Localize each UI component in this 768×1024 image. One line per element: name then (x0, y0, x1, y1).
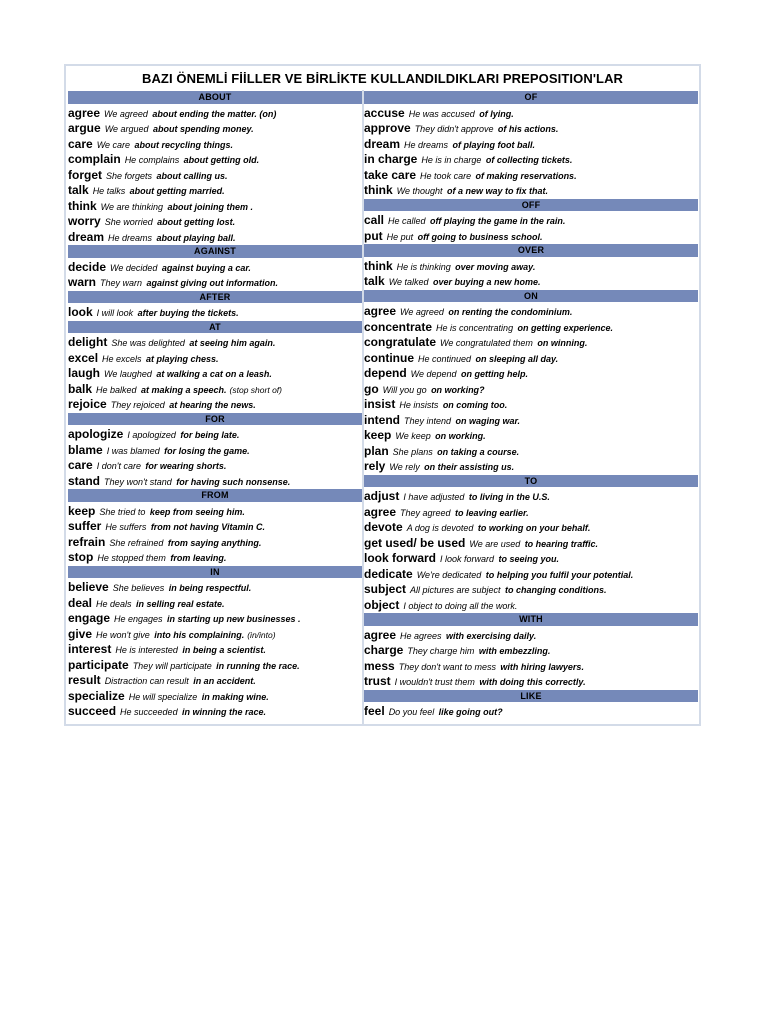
example-text: We depend (410, 369, 457, 379)
example-text: They will participate (132, 660, 212, 671)
verb-row (68, 703, 362, 719)
verb-label: stop (68, 550, 94, 564)
example-text: I will look (96, 308, 134, 318)
example-text: He engages (114, 614, 163, 624)
note-text: (stop short of) (229, 384, 282, 395)
preposition-phrase: of collecting tickets. (485, 155, 573, 165)
example-text: She tried to (99, 506, 146, 517)
example-text: He stopped them (97, 553, 166, 563)
verb-label: warn (68, 275, 97, 289)
verb-row (68, 381, 362, 397)
left-column (68, 90, 362, 719)
verb-label: concentrate (364, 319, 433, 334)
example-text: A dog is devoted (406, 523, 474, 533)
verb-row (364, 319, 698, 335)
verb-label: keep (364, 428, 392, 442)
preposition-phrase: on their assisting us. (424, 462, 515, 472)
preposition-phrase: against giving out information. (146, 278, 278, 288)
verb-row (68, 473, 362, 489)
verb-label: forget (68, 167, 102, 182)
verb-row (364, 488, 698, 504)
example-text: They won't stand (104, 476, 172, 487)
preposition-phrase: for having such nonsense. (176, 476, 291, 487)
preposition-phrase: in an accident. (193, 676, 256, 686)
verb-row (364, 120, 698, 136)
verb-label: congratulate (364, 335, 437, 349)
example-text: He suffers (105, 522, 147, 532)
preposition-phrase: to leaving earlier. (455, 507, 529, 518)
example-text: I don't care (96, 461, 141, 471)
section-header-like: LIKE (364, 690, 698, 703)
verb-row (68, 198, 362, 214)
preposition-phrase: to seeing you. (498, 554, 560, 564)
verb-row (364, 182, 698, 198)
preposition-phrase: of a new way to fix that. (447, 186, 549, 196)
verb-label: look (68, 305, 93, 319)
preposition-phrase: for losing the game. (164, 445, 250, 456)
verb-row (68, 518, 362, 534)
section-header-about: ABOUT (68, 91, 362, 104)
verb-label: believe (68, 580, 109, 594)
preposition-phrase: of lying. (479, 108, 514, 119)
verb-row (68, 457, 362, 473)
example-text: He continued (418, 353, 472, 364)
verb-label: put (364, 228, 383, 243)
example-text: We rely (389, 462, 420, 472)
verb-row (68, 274, 362, 290)
preposition-phrase: from saying anything. (167, 537, 262, 548)
example-text: We agreed (400, 307, 444, 317)
verb-label: approve (364, 121, 411, 135)
verb-row (68, 120, 362, 136)
example-text: We decided (110, 262, 158, 273)
section-header-from: FROM (68, 489, 362, 502)
verb-row (68, 426, 362, 442)
verb-row (68, 610, 362, 626)
verb-label: take care (364, 167, 417, 182)
preposition-phrase: in running the race. (216, 660, 300, 671)
example-text: He insists (399, 400, 439, 410)
section-header-for: FOR (68, 413, 362, 426)
verb-label: think (364, 183, 393, 197)
verb-label: suffer (68, 519, 102, 533)
verb-row (364, 458, 698, 474)
example-text: She forgets (106, 170, 153, 181)
preposition-phrase: to changing conditions. (505, 585, 607, 595)
verb-row (68, 595, 362, 611)
verb-label: plan (364, 443, 389, 458)
verb-row (364, 228, 698, 244)
verb-row (68, 657, 362, 673)
verb-label: accuse (364, 105, 405, 120)
example-text: He succeeded (120, 707, 178, 717)
example-text: He balked (96, 384, 137, 395)
example-text: Will you go (382, 384, 427, 395)
section-header-at: AT (68, 321, 362, 334)
verb-label: agree (364, 304, 397, 318)
verb-row (364, 519, 698, 535)
verb-label: care (68, 136, 93, 151)
preposition-phrase: with hiring lawyers. (500, 661, 584, 672)
verb-label: give (68, 626, 93, 641)
verb-row (364, 350, 698, 366)
preposition-phrase: in being a scientist. (182, 645, 266, 655)
verb-row (68, 304, 362, 320)
verb-row (68, 136, 362, 152)
example-text: He excels (102, 353, 142, 364)
example-text: We talked (388, 277, 429, 287)
verb-row (364, 581, 698, 597)
example-text: He complains (124, 155, 180, 165)
verb-row (68, 334, 362, 350)
verb-row (364, 365, 698, 381)
verb-label: object (364, 597, 400, 612)
preposition-phrase: about joining them . (167, 201, 253, 212)
example-text: He took care (420, 170, 472, 181)
verb-row (68, 182, 362, 198)
example-text: She plans (392, 446, 433, 457)
verb-label: trust (364, 674, 391, 688)
preposition-phrase: of his actions. (497, 124, 559, 134)
preposition-phrase: about spending money. (153, 124, 254, 134)
verb-label: decide (68, 259, 107, 274)
example-text: We are used (469, 538, 521, 549)
preposition-phrase: off going to business school. (417, 231, 543, 242)
verb-row (68, 365, 362, 381)
verb-label: in charge (364, 152, 418, 166)
preposition-phrase: like going out? (438, 707, 503, 717)
verb-row (364, 212, 698, 228)
verb-row (364, 105, 698, 121)
example-text: We are thinking (100, 201, 164, 212)
verb-label: apologize (68, 427, 124, 441)
example-text: They didn't approve (414, 124, 494, 134)
verb-label: agree (68, 105, 101, 120)
example-text: We laughed (104, 369, 152, 379)
example-text: They intend (404, 415, 452, 426)
verb-label: mess (364, 658, 395, 673)
preposition-phrase: in winning the race. (182, 707, 267, 717)
preposition-phrase: for being late. (180, 430, 240, 440)
verb-label: result (68, 673, 101, 687)
preposition-phrase: on getting help. (461, 369, 528, 379)
verb-label: talk (68, 183, 89, 197)
verb-label: participate (68, 657, 129, 672)
verb-row (68, 350, 362, 366)
verb-label: charge (364, 643, 404, 657)
section-header-in: IN (68, 566, 362, 579)
verb-label: feel (364, 704, 385, 718)
verb-row (68, 213, 362, 229)
preposition-sheet (64, 64, 701, 726)
verb-row (364, 535, 698, 551)
verb-label: dedicate (364, 566, 413, 581)
example-text: He put (386, 231, 414, 242)
section-header-of: OF (364, 91, 698, 104)
verb-row (68, 534, 362, 550)
verb-row (68, 229, 362, 245)
preposition-phrase: to living in the U.S. (468, 492, 550, 502)
example-text: Do you feel (388, 707, 435, 717)
preposition-phrase: about calling us. (156, 170, 228, 181)
verb-label: devote (364, 520, 403, 534)
preposition-phrase: on taking a course. (437, 446, 520, 457)
verb-row (68, 167, 362, 183)
example-text: He is in charge (421, 155, 482, 165)
verb-row (68, 579, 362, 595)
preposition-phrase: about getting lost. (157, 217, 236, 227)
section-header-over: OVER (364, 244, 698, 257)
verb-row (364, 258, 698, 274)
preposition-phrase: against buying a car. (161, 262, 251, 273)
verb-row (68, 626, 362, 642)
example-text: We thought (396, 186, 443, 196)
example-text: She believes (112, 583, 165, 593)
verb-row (364, 673, 698, 689)
verb-row (364, 703, 698, 719)
preposition-phrase: into his complaining. (154, 629, 245, 640)
example-text: I was blamed (106, 445, 160, 456)
verb-row (364, 136, 698, 152)
example-text: She worried (104, 217, 153, 227)
example-text: I apologized (127, 430, 176, 440)
preposition-phrase: to hearing traffic. (524, 538, 599, 549)
verb-row (364, 412, 698, 428)
verb-row (364, 597, 698, 613)
verb-label: talk (364, 274, 385, 288)
verb-label: excel (68, 350, 99, 365)
preposition-phrase: with exercising daily. (446, 630, 537, 641)
verb-label: think (68, 198, 97, 213)
section-header-on: ON (364, 290, 698, 303)
verb-row (68, 549, 362, 565)
verb-label: rejoice (68, 397, 107, 411)
preposition-phrase: on coming too. (442, 400, 508, 410)
verb-label: laugh (68, 366, 100, 380)
preposition-phrase: on sleeping all day. (475, 353, 559, 364)
preposition-phrase: for wearing shorts. (145, 461, 227, 471)
preposition-phrase: on getting experience. (517, 322, 614, 333)
verb-label: worry (68, 214, 101, 228)
verb-label: subject (364, 582, 407, 596)
verb-row (364, 167, 698, 183)
preposition-phrase: from not having Vitamin C. (150, 522, 265, 532)
preposition-phrase: over moving away. (455, 261, 536, 272)
verb-label: dream (364, 136, 401, 151)
verb-label: get used/ be used (364, 535, 466, 550)
verb-row (68, 259, 362, 275)
example-text: He agrees (400, 630, 442, 641)
example-text: He dreams (108, 232, 153, 243)
verb-label: intend (364, 412, 400, 427)
example-text: They don't want to mess (398, 661, 496, 672)
example-text: He is concentrating (436, 322, 514, 333)
verb-label: stand (68, 473, 101, 488)
verb-row (68, 105, 362, 121)
verb-label: balk (68, 381, 93, 396)
verb-label: delight (68, 335, 108, 349)
example-text: We congratulated them (440, 338, 533, 348)
preposition-phrase: on working? (431, 384, 485, 395)
verb-row (364, 427, 698, 443)
example-text: I have adjusted (403, 492, 465, 502)
verb-row (68, 396, 362, 412)
verb-label: go (364, 381, 379, 396)
verb-row (68, 672, 362, 688)
example-text: I object to doing all the work. (403, 600, 518, 611)
verb-label: adjust (364, 489, 400, 503)
verb-row (68, 688, 362, 704)
page-title: BAZI ÖNEMLİ FİİLLER VE BİRLİKTE KULLANDILDIKLARI PREPOSITION'LAR (141, 71, 624, 86)
verb-row (68, 503, 362, 519)
verb-row (364, 566, 698, 582)
preposition-phrase: about getting married. (129, 186, 225, 196)
section-header-off: OFF (364, 199, 698, 212)
verb-label: agree (364, 627, 397, 642)
example-text: He won't give (96, 629, 150, 640)
example-text: They charge him (407, 646, 475, 656)
verb-label: think (364, 258, 393, 273)
verb-row (364, 381, 698, 397)
verb-label: interest (68, 642, 112, 656)
verb-row (364, 658, 698, 674)
preposition-phrase: at seeing him again. (189, 338, 276, 348)
example-text: We argued (104, 124, 149, 134)
verb-row (364, 550, 698, 566)
preposition-phrase: on winning. (537, 338, 588, 348)
verb-row (364, 151, 698, 167)
preposition-phrase: in selling real estate. (136, 598, 225, 609)
example-text: He dreams (404, 139, 449, 150)
verb-row (364, 334, 698, 350)
preposition-phrase: after buying the tickets. (137, 308, 239, 318)
right-column (364, 90, 698, 719)
verb-label: agree (364, 504, 397, 519)
verb-label: keep (68, 503, 96, 518)
verb-row (364, 443, 698, 459)
verb-row (364, 303, 698, 319)
preposition-phrase: at hearing the news. (169, 400, 256, 410)
verb-label: succeed (68, 704, 117, 718)
verb-row (68, 442, 362, 458)
preposition-phrase: at walking a cat on a leash. (156, 369, 272, 379)
section-header-after: AFTER (68, 291, 362, 304)
example-text: He called (388, 216, 426, 226)
note-text: (in/into) (247, 629, 276, 640)
verb-label: call (364, 213, 385, 227)
verb-row (364, 273, 698, 289)
preposition-phrase: on waging war. (455, 415, 520, 426)
verb-label: blame (68, 442, 103, 457)
preposition-phrase: on working. (435, 431, 486, 441)
section-header-against: AGAINST (68, 245, 362, 258)
preposition-phrase: with embezzling. (478, 646, 551, 656)
example-text: Distraction can result (104, 676, 189, 686)
preposition-phrase: to working on your behalf. (477, 523, 591, 533)
example-text: They warn (100, 278, 143, 288)
example-text: We care (96, 139, 131, 150)
preposition-phrase: at playing chess. (146, 353, 219, 364)
preposition-phrase: about ending the matter. (on) (152, 108, 277, 119)
example-text: He is thinking (396, 261, 451, 272)
preposition-phrase: with doing this correctly. (479, 677, 586, 687)
preposition-phrase: from leaving. (170, 553, 227, 563)
preposition-phrase: in starting up new businesses . (167, 614, 301, 624)
example-text: We're dedicated (416, 569, 482, 580)
verb-label: complain (68, 152, 121, 166)
verb-label: look forward (364, 551, 437, 565)
verb-row (68, 641, 362, 657)
verb-row (364, 504, 698, 520)
preposition-phrase: to helping you fulfil your potential. (485, 569, 634, 580)
verb-label: argue (68, 121, 101, 135)
preposition-phrase: about playing ball. (156, 232, 236, 243)
example-text: I look forward (440, 554, 495, 564)
preposition-phrase: about getting old. (183, 155, 260, 165)
verb-label: rely (364, 459, 386, 473)
preposition-phrase: at making a speech. (141, 384, 227, 395)
verb-label: specialize (68, 688, 125, 703)
example-text: He was accused (408, 108, 475, 119)
verb-label: care (68, 458, 93, 472)
verb-label: dream (68, 229, 105, 244)
example-text: She refrained (109, 537, 164, 548)
example-text: We agreed (104, 108, 148, 119)
preposition-phrase: keep from seeing him. (149, 506, 245, 517)
verb-row (364, 642, 698, 658)
example-text: She was delighted (111, 338, 185, 348)
verb-label: continue (364, 350, 414, 365)
section-header-to: TO (364, 475, 698, 488)
example-text: He talks (92, 186, 126, 196)
verb-label: deal (68, 595, 93, 610)
preposition-phrase: on renting the condominium. (448, 307, 573, 317)
example-text: He will specialize (128, 691, 198, 702)
example-text: He deals (96, 598, 132, 609)
example-text: I wouldn't trust them (394, 677, 475, 687)
example-text: We keep (395, 431, 431, 441)
example-text: They agreed (400, 507, 451, 518)
verb-row (364, 396, 698, 412)
example-text: All pictures are subject (410, 585, 501, 595)
section-header-with: WITH (364, 613, 698, 626)
preposition-phrase: in making wine. (201, 691, 269, 702)
verb-label: engage (68, 611, 111, 625)
preposition-phrase: in being respectful. (168, 583, 252, 593)
verb-label: insist (364, 397, 396, 411)
example-text: They rejoiced (110, 400, 165, 410)
preposition-phrase: over buying a new home. (433, 277, 541, 287)
preposition-phrase: off playing the game in the rain. (430, 216, 566, 226)
verb-row (364, 627, 698, 643)
verb-label: depend (364, 366, 407, 380)
example-text: He is interested (115, 645, 178, 655)
verb-label: refrain (68, 534, 106, 549)
preposition-phrase: of playing foot ball. (452, 139, 535, 150)
preposition-phrase: of making reservations. (475, 170, 577, 181)
preposition-phrase: about recycling things. (134, 139, 234, 150)
verb-row (68, 151, 362, 167)
